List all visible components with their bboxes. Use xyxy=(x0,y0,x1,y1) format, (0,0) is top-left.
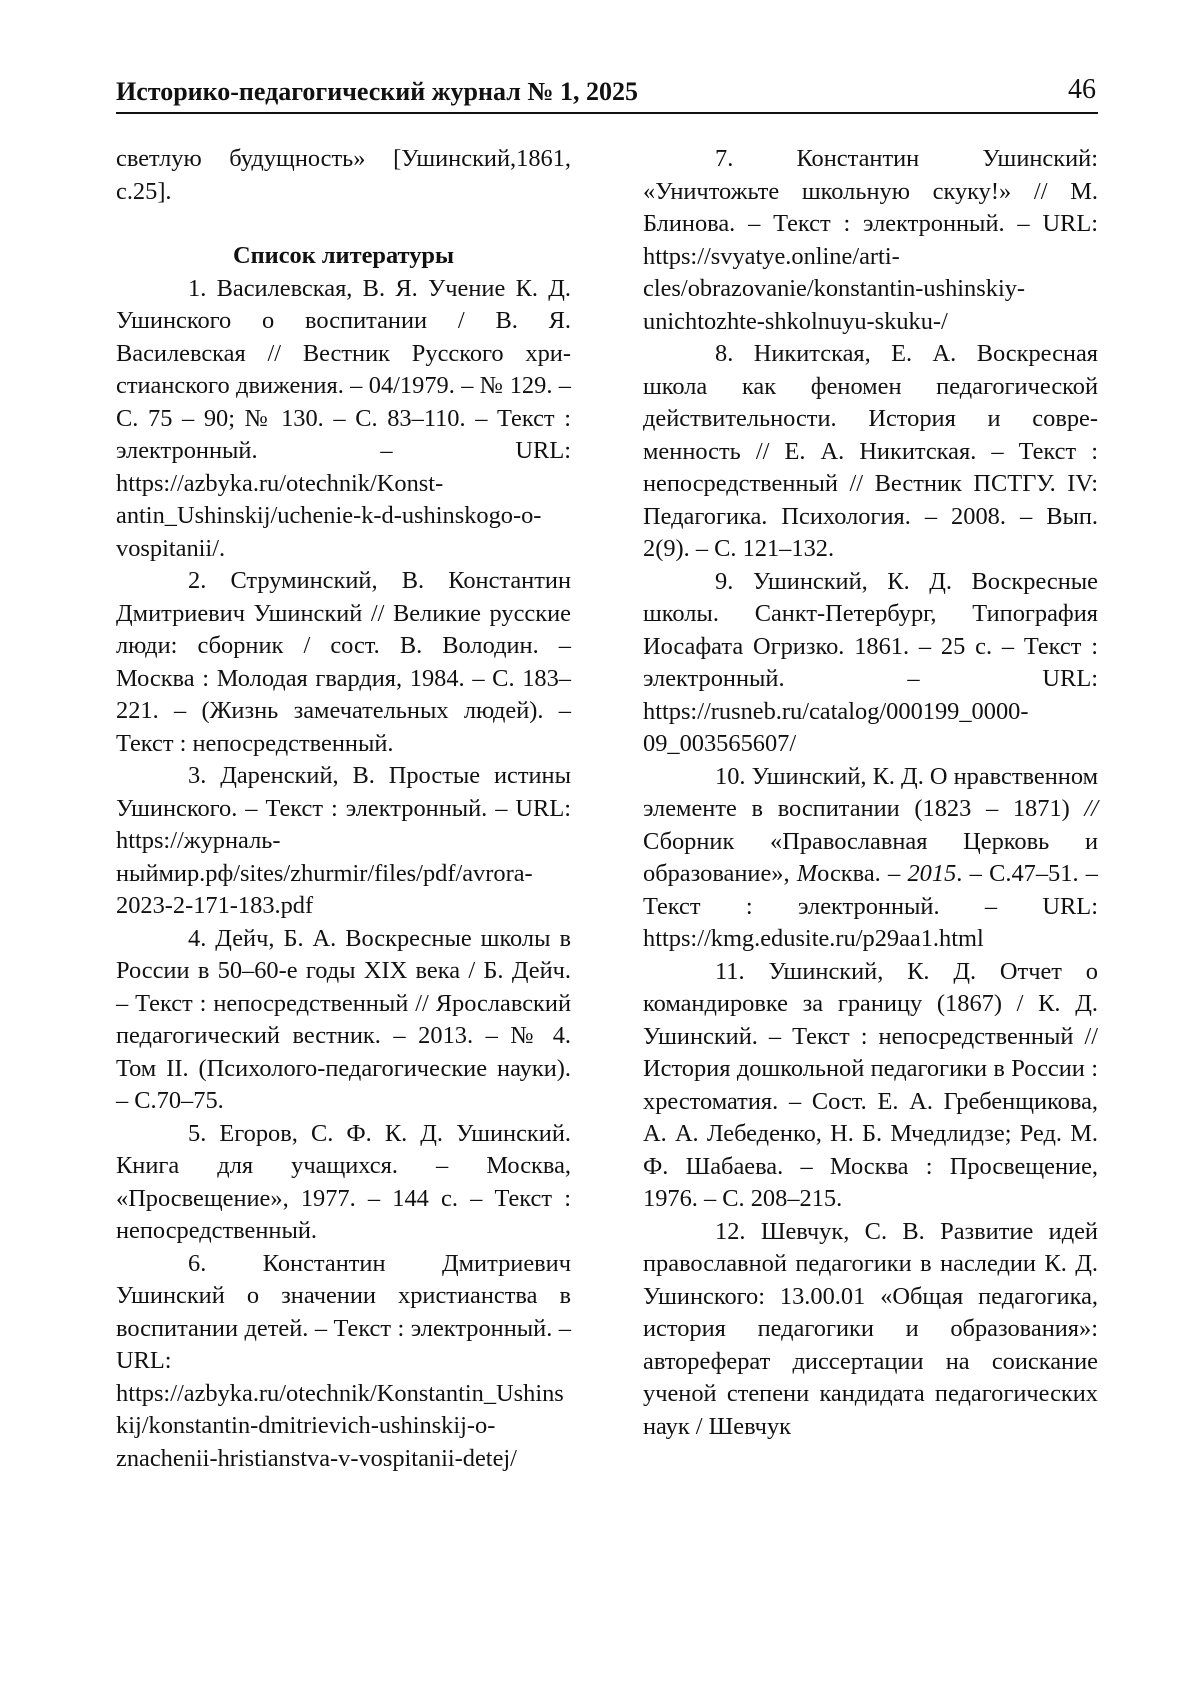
reference-item xyxy=(116,760,571,923)
reference-text: Струминский, В. Константин Дмитриевич Ушинский // Великие русские люди: сборник / сост. В. Володин. – Москва : Молодая гвардия, 1984. – С. 183–221. – (Жизнь замечательных людей). – Текст : непосредственный. xyxy=(116,567,571,757)
running-header xyxy=(116,72,1098,114)
left-column xyxy=(116,143,571,1475)
reference-item xyxy=(643,956,1098,1216)
reference-number: 8. xyxy=(715,340,734,367)
reference-text: Ушинский, К. Д. Воскресные школы. Санкт-Петербург, Типография Иосафата Огризко. 1861. – 25 с. – Текст : электронный. – URL: https://rusneb.ru/catalog/000199_000009_003565607/ xyxy=(643,567,1098,757)
reference-text: Василевская, В. Я. Учение К. Д. Ушинского о воспитании / В. Я. Василевская // Вестник Русского христианского движения. – 04/1979. – № 129. – С. 75 – 90; № 130. – С. 83–110. – Текст : электронный. – URL: https://azbyka.ru/otechnik/Konstantin_Ushinskij/uchenie-k-d-ushinskogo-o-vospitanii/. xyxy=(116,274,571,562)
reference-text-italic: – 2015 xyxy=(888,860,957,887)
reference-text: Даренский, В. Простые истины Ушинского. – Текст : электронный. – URL: https://журнальныймир.рф/sites/zhurmir/files/pdf/avrora-2023-2-171-183.pdf xyxy=(116,762,571,919)
reference-text-italic: М xyxy=(796,860,818,887)
reference-item xyxy=(116,273,571,566)
reference-text: Константин Дмитриевич Ушинский о значении христианства в воспитании детей. – Текст : электронный. – URL: https://azbyka.ru/otechnik/Konstantin_Ushinskij/konstantin-dmitrievich-ushinskij-o-znachenii-hristianstva-v-vospitanii-detej/ xyxy=(116,1249,571,1472)
reference-text: Шевчук, С. В. Развитие идей православной педагогики в наследии К. Д. Ушинского: 13.00.01 «Общая педагогика, история педагогики и образования»: автореферат диссертации на соискание ученой степени кандидата педагогических наук / Шевчук xyxy=(643,1217,1098,1440)
reference-text: Константин Ушинский: «Уничтожьте школьную скуку!» // М. Блинова. – Текст : электронный. – URL: https://svyatye.online/articles/obrazovanie/konstantin-ushinskiy-unichtozhte-shkolnuyu-skuku-/ xyxy=(643,145,1098,335)
page-number: 46 xyxy=(1068,74,1096,105)
reference-number: 10. xyxy=(715,762,746,790)
intro-text: светлую будущность» [Ушинский,1861, с.25]. xyxy=(116,145,571,205)
reference-text: Егоров, С. Ф. К. Д. Ушинский. Книга для учащихся. – Москва, «Просвещение», 1977. – 144 с. – Текст : непосредственный. xyxy=(116,1119,571,1244)
reference-number: 12. xyxy=(715,1217,746,1245)
reference-number: 1. xyxy=(188,274,207,302)
reference-number: 4. xyxy=(188,924,207,952)
reference-item xyxy=(643,143,1098,338)
reference-number: 7. xyxy=(715,145,734,172)
reference-item xyxy=(643,338,1098,566)
reference-text: Ушинский, К. Д. Отчет о командировке за границу (1867) / К. Д. Ушинский. – Текст : непосредственный // История дошкольной педагогики в России : хрестоматия. – Сост. Е. А. Гребенщикова, А. А. Лебеденко, Н. Б. Мчедлидзе; Ред. М. Ф. Шабаева. – Москва : Просвещение, 1976. – С. 208–215. xyxy=(643,957,1098,1212)
reference-text: Сборник «Православная Церковь и образование», xyxy=(643,827,1098,887)
right-column xyxy=(643,143,1098,1443)
reference-number: 11. xyxy=(715,957,745,985)
reference-number: 9. xyxy=(715,567,734,595)
reference-item xyxy=(643,761,1098,956)
reference-number: 3. xyxy=(188,762,207,789)
reference-item xyxy=(116,1118,571,1248)
reference-number: 6. xyxy=(188,1249,207,1277)
journal-title: Историко-педагогический журнал № 1, 2025 xyxy=(116,77,638,106)
reference-text: Дейч, Б. А. Воскресные школы в России в 50–60-е годы XIX века / Б. Дейч. – Текст : непосредственный // Ярославский педагогический вестник. – 2013. – № 4. Том II. (Психолого-педагогические науки). – С.70–75. xyxy=(116,924,571,1114)
reference-item xyxy=(643,566,1098,761)
reference-number: 2. xyxy=(188,567,207,594)
reference-text: Ушинский, К. Д. О нравственном элементе в воспитании (1823 – 1871) xyxy=(643,762,1099,822)
reference-text: осква. xyxy=(817,860,889,887)
reference-item xyxy=(116,923,571,1118)
reference-text: Никитская, Е. А. Воскресная школа как феномен педагогической действительности. История и современность // Е. А. Никитская. – Текст : непосредственный // Вестник ПСТГУ. IV: Педагогика. Психология. – 2008. – Вып. 2(9). – С. 121–132. xyxy=(643,340,1098,562)
references-heading: Список литературы xyxy=(232,242,455,269)
reference-item xyxy=(116,565,571,760)
reference-number: 5. xyxy=(188,1119,207,1147)
reference-item xyxy=(643,1216,1098,1444)
reference-text: . – С.47–51. – Текст : электронный. – URL: https://kmg.edusite.ru/p29aa1.html xyxy=(643,860,1099,952)
reference-item xyxy=(116,1248,571,1476)
reference-text-italic: // xyxy=(1084,795,1098,822)
